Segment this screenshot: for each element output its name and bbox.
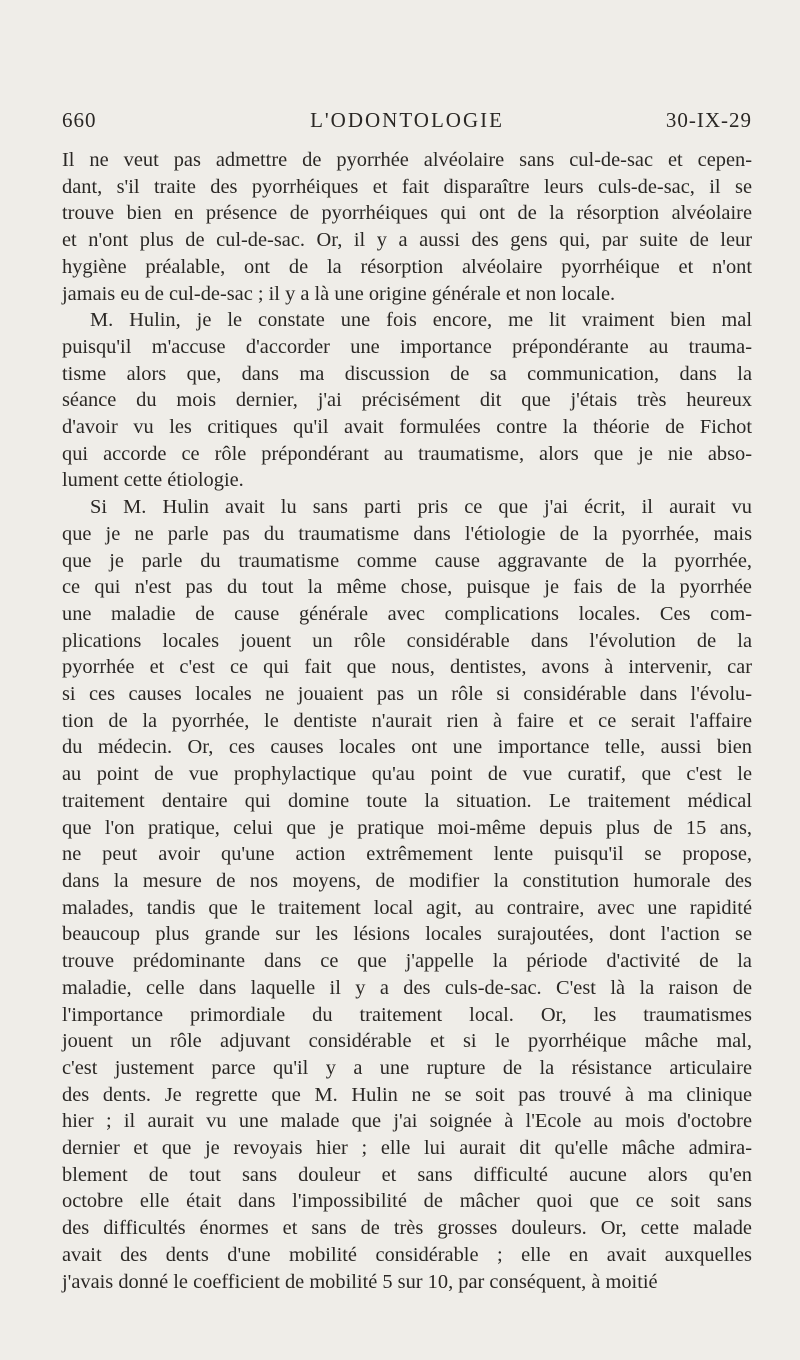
text-line: traitement dentaire qui domine toute la situation. Le traitement médical [62, 789, 752, 812]
text-line: des difficultés énormes et sans de très grosses douleurs. Or, cette malade [62, 1217, 752, 1240]
text-line: au point de vue prophylactique qu'au point de vue curatif, que c'est le [62, 763, 752, 786]
text-line: jamais eu de cul-de-sac ; il y a là une origine générale et non locale. [62, 282, 616, 305]
text-line: si ces causes locales ne jouaient pas un rôle si considérable dans l'évolu- [62, 683, 752, 706]
text-line: tisme alors que, dans ma discussion de sa communication, dans la [62, 362, 752, 385]
text-line: hygiène préalable, ont de la résorption alvéolaire pyorrhéique et n'ont [62, 255, 752, 278]
text-line: ne peut avoir qu'une action extrêmement lente puisqu'il se propose, [62, 843, 752, 866]
text-line: dernier et que je revoyais hier ; elle lui aurait dit qu'elle mâche admira- [62, 1137, 752, 1160]
text-line: d'avoir vu les critiques qu'il avait formulées contre la théorie de Fichot [62, 416, 752, 439]
text-line: jouent un rôle adjuvant considérable et si le pyorrhéique mâche mal, [62, 1030, 752, 1053]
text-line: malades, tandis que le traitement local agit, au contraire, avec une rapidité [62, 896, 752, 919]
text-line: et n'ont plus de cul-de-sac. Or, il y a aussi des gens qui, par suite de leur [62, 229, 752, 252]
text-line: beaucoup plus grande sur les lésions locales surajoutées, dont l'action se [62, 923, 752, 946]
text-line: une maladie de cause générale avec complications locales. Ces com- [62, 602, 752, 625]
text-line: maladie, celle dans laquelle il y a des culs-de-sac. C'est là la raison de [62, 976, 752, 999]
text-line: c'est justement parce qu'il y a une rupture de la résistance articulaire [62, 1056, 752, 1079]
text-line: hier ; il aurait vu une malade que j'ai soignée à l'Ecole au mois d'octobre [62, 1110, 752, 1133]
text-line: lument cette étiologie. [62, 469, 244, 492]
text-line: dant, s'il traite des pyorrhéiques et fait disparaître leurs culs-de-sac, il se [62, 175, 752, 198]
text-line: Il ne veut pas admettre de pyorrhée alvéolaire sans cul-de-sac et cepen- [62, 149, 752, 171]
text-line: dans la mesure de nos moyens, de modifier la constitution humorale des [62, 869, 752, 892]
issue-date: 30-IX-29 [665, 108, 752, 132]
text-line: j'avais donné le coefficient de mobilité 5 sur 10, par conséquent, à moitié [62, 1270, 658, 1293]
text-line: que je ne parle pas du traumatisme dans l'étiologie de la pyorrhée, mais [62, 522, 752, 545]
text-line: M. Hulin, je le constate une fois encore, me lit vraiment bien mal [90, 309, 752, 332]
body-text [62, 147, 752, 1295]
paragraph [62, 494, 752, 1295]
paragraph [62, 307, 752, 494]
text-line: avait des dents d'une mobilité considérable ; elle en avait auxquelles [62, 1243, 752, 1266]
text-line: ce qui n'est pas du tout la même chose, puisque je fais de la pyorrhée [62, 576, 752, 599]
text-line: octobre elle était dans l'impossibilité de mâcher quoi que ce soit sans [62, 1190, 752, 1213]
text-line: puisqu'il m'accuse d'accorder une importance prépondérante au trauma- [62, 335, 752, 358]
text-line: trouve prédominante dans ce que j'appelle la période d'activité de la [62, 950, 752, 973]
text-line: plications locales jouent un rôle considérable dans l'évolution de la [62, 629, 752, 652]
page-number: 660 [62, 108, 97, 132]
text-line: du médecin. Or, ces causes locales ont une importance telle, aussi bien [62, 736, 752, 759]
text-line: séance du mois dernier, j'ai précisément dit que j'étais très heureux [62, 389, 752, 412]
paragraph [62, 147, 752, 307]
text-line: que je parle du traumatisme comme cause aggravante de la pyorrhée, [62, 549, 752, 572]
text-line: pyorrhée et c'est ce qui fait que nous, dentistes, avons à intervenir, car [62, 656, 752, 679]
text-line: blement de tout sans douleur et sans difficulté aucune alors qu'en [62, 1163, 752, 1186]
text-line: Si M. Hulin avait lu sans parti pris ce que j'ai écrit, il aurait vu [90, 496, 752, 519]
text-line: tion de la pyorrhée, le dentiste n'aurait rien à faire et ce serait l'affaire [62, 709, 752, 732]
text-line: que l'on pratique, celui que je pratique moi-même depuis plus de 15 ans, [62, 816, 752, 839]
text-line: qui accorde ce rôle prépondérant au traumatisme, alors que je nie abso- [62, 442, 752, 465]
text-line: trouve bien en présence de pyorrhéiques qui ont de la résorption alvéolaire [62, 202, 752, 225]
journal-title: L'ODONTOLOGIE [310, 108, 504, 132]
text-line: l'importance primordiale du traitement local. Or, les traumatismes [62, 1003, 752, 1026]
text-line: des dents. Je regrette que M. Hulin ne se soit pas trouvé à ma clinique [62, 1083, 752, 1106]
running-header [62, 108, 752, 142]
